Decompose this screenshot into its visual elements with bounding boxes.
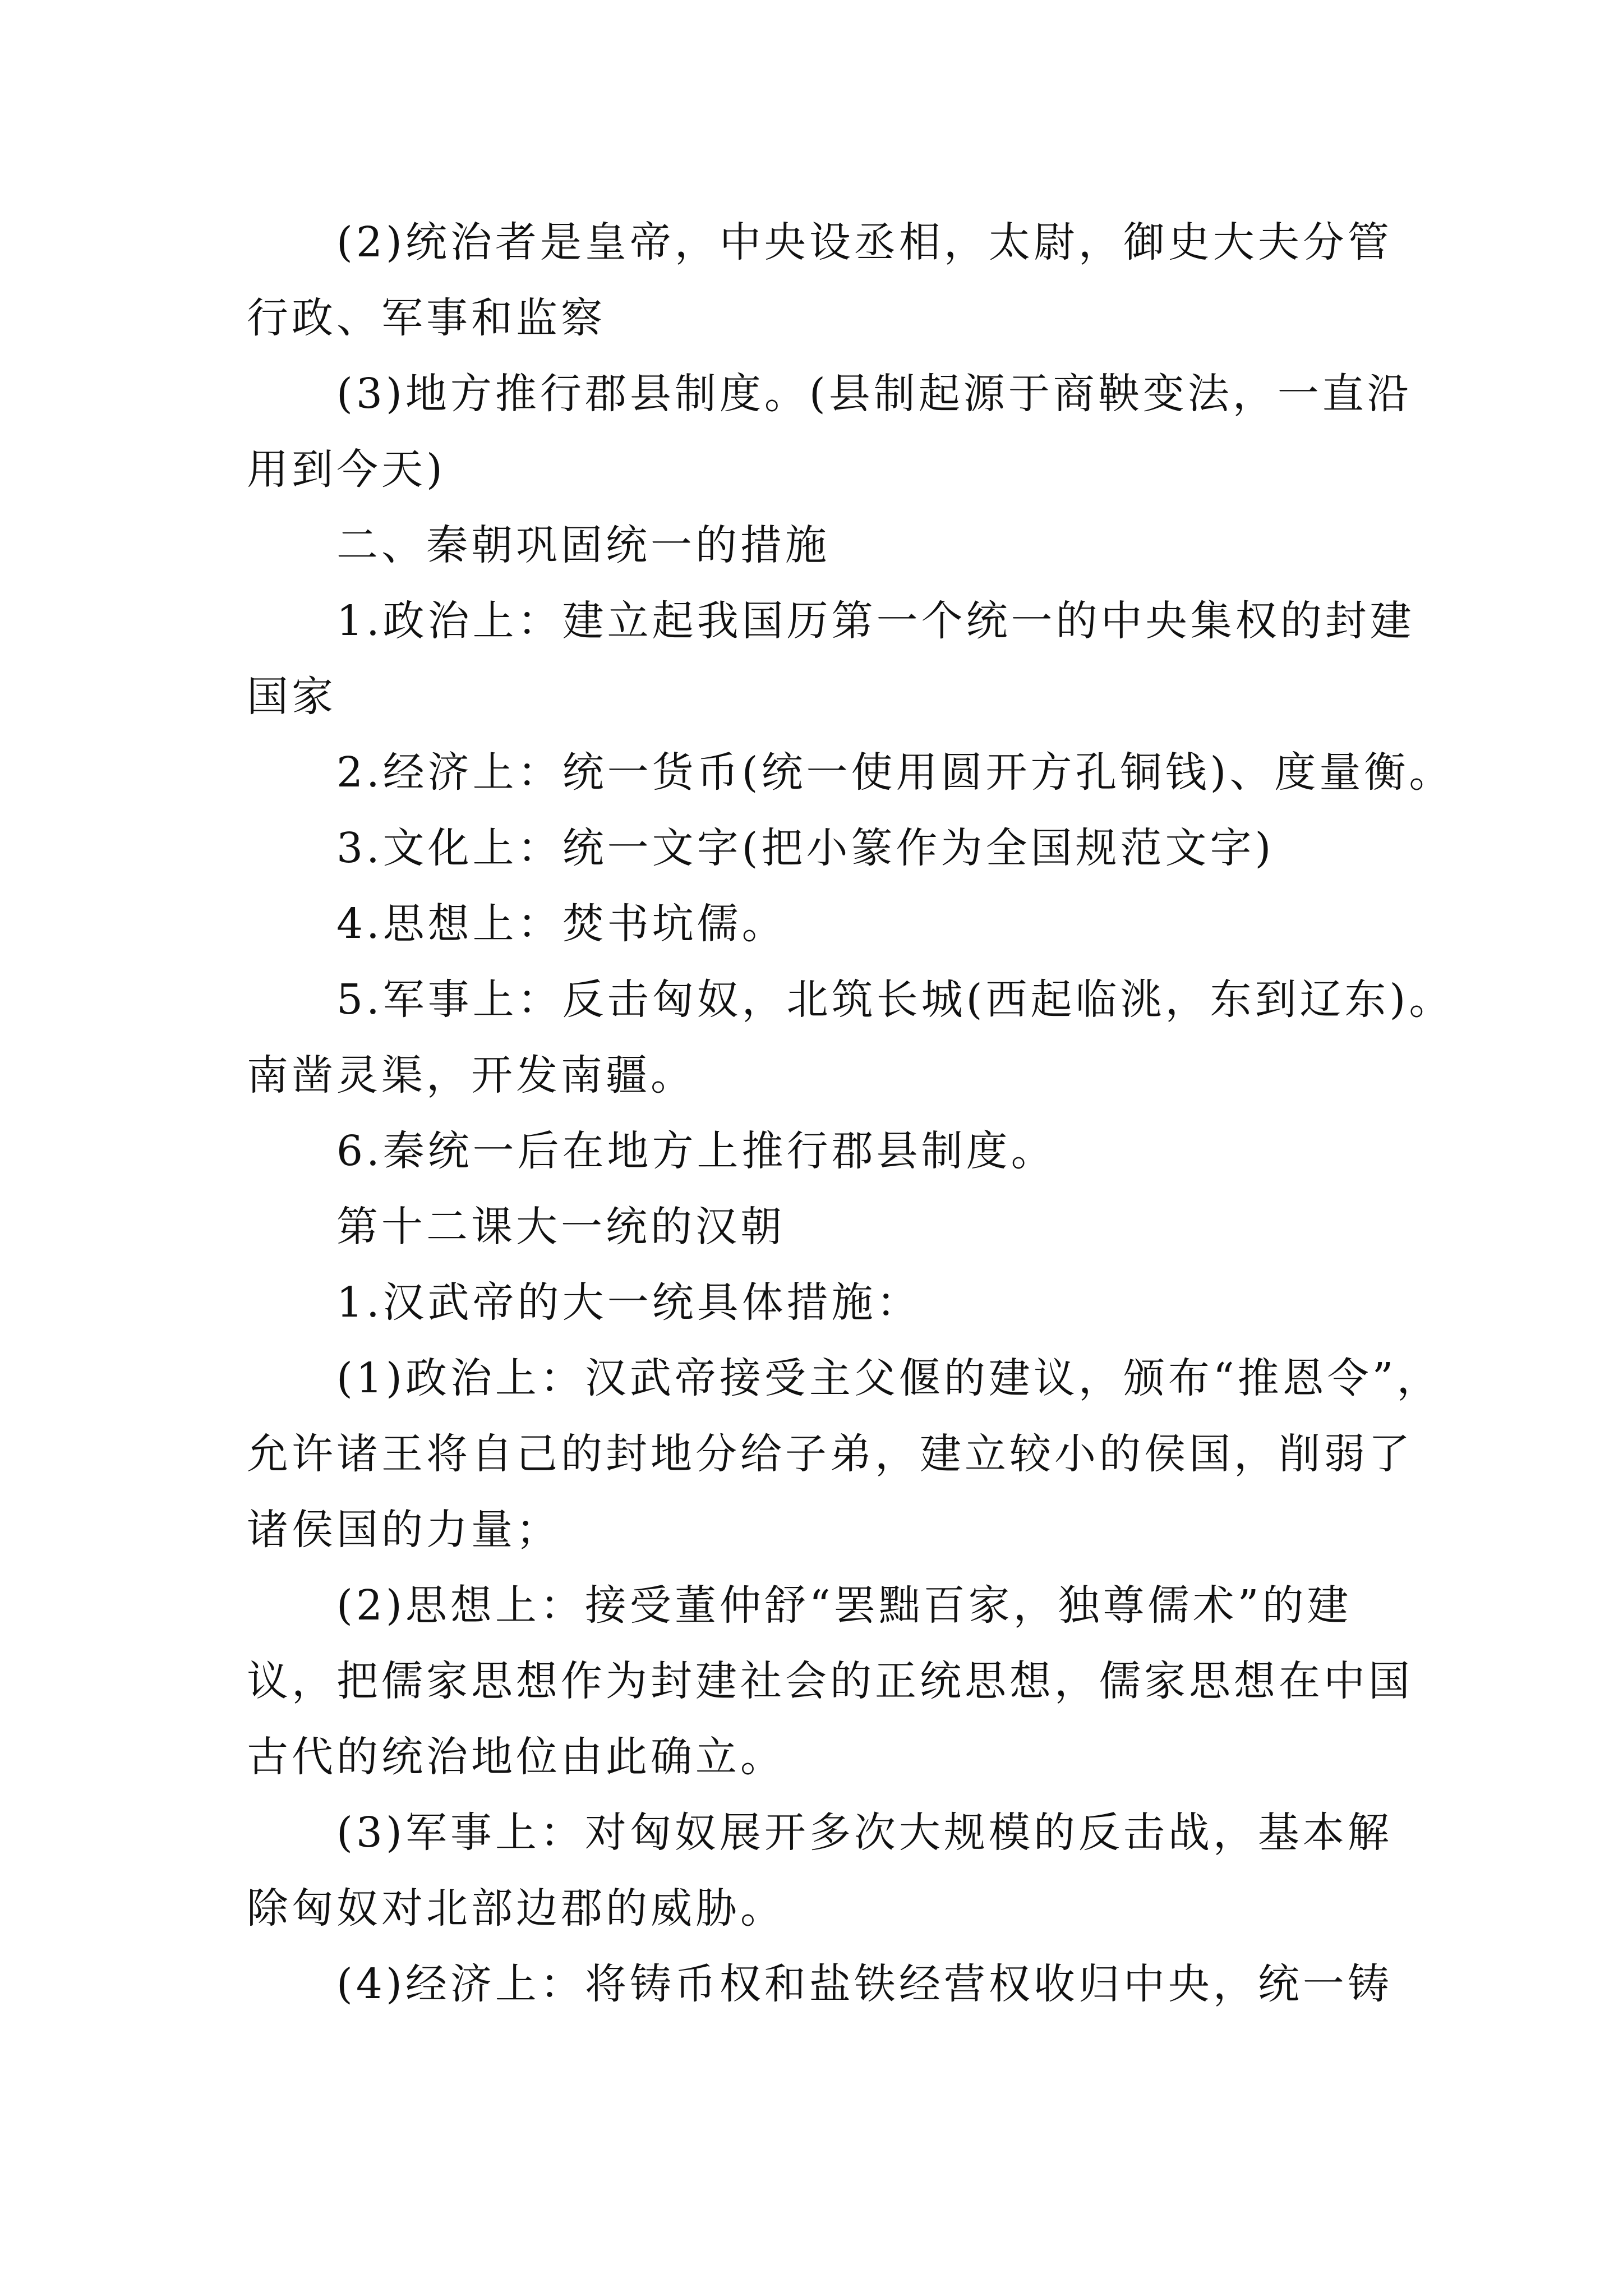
text-line: (2)思想上：接受董仲舒“罢黜百家，独尊儒术”的建 (336, 1581, 1352, 1630)
text-line: 行政、军事和监察 (247, 294, 606, 342)
text-line: (4)经济上：将铸币权和盐铁经营权收归中央，统一铸 (336, 1960, 1393, 2008)
text-line: 除匈奴对北部边郡的威胁。 (247, 1884, 785, 1932)
text-line: 国家 (247, 673, 336, 721)
text-line: 1.政治上：建立起我国历第一个统一的中央集权的封建 (336, 597, 1415, 645)
text-line: (3)军事上：对匈奴展开多次大规模的反击战，基本解 (336, 1809, 1393, 1857)
text-line: (3)地方推行郡县制度。(县制起源于商鞅变法，一直沿 (336, 370, 1412, 418)
text-line: 允许诸王将自己的封地分给子弟，建立较小的侯国，削弱了 (247, 1430, 1413, 1478)
text-line: 用到今天) (247, 445, 446, 494)
text-line: (1)政治上：汉武帝接受主父偃的建议，颁布“推恩令”， (336, 1354, 1442, 1402)
text-line: 议，把儒家思想作为封建社会的正统思想，儒家思想在中国 (247, 1657, 1413, 1705)
text-line: 诸侯国的力量； (247, 1506, 561, 1554)
text-line: (2)统治者是皇帝，中央设丞相，太尉，御史大夫分管 (336, 218, 1393, 266)
text-line: 2.经济上：统一货币(统一使用圆开方孔铜钱)、度量衡。 (336, 748, 1454, 797)
text-line: 南凿灵渠，开发南疆。 (247, 1051, 695, 1099)
text-line: 1.汉武帝的大一统具体措施： (336, 1278, 921, 1327)
text-line: 古代的统治地位由此确立。 (247, 1733, 785, 1781)
text-line: 4.思想上：焚书坑儒。 (336, 900, 787, 948)
text-line: 6.秦统一后在地方上推行郡县制度。 (336, 1127, 1056, 1175)
lesson-heading: 第十二课大一统的汉朝 (336, 1203, 785, 1251)
text-line: 3.文化上：统一文字(把小篆作为全国规范文字) (336, 824, 1275, 872)
section-heading: 二、秦朝巩固统一的措施 (336, 521, 830, 569)
text-line: 5.军事上：反击匈奴，北筑长城(西起临洮，东到辽东)。 (336, 976, 1454, 1024)
